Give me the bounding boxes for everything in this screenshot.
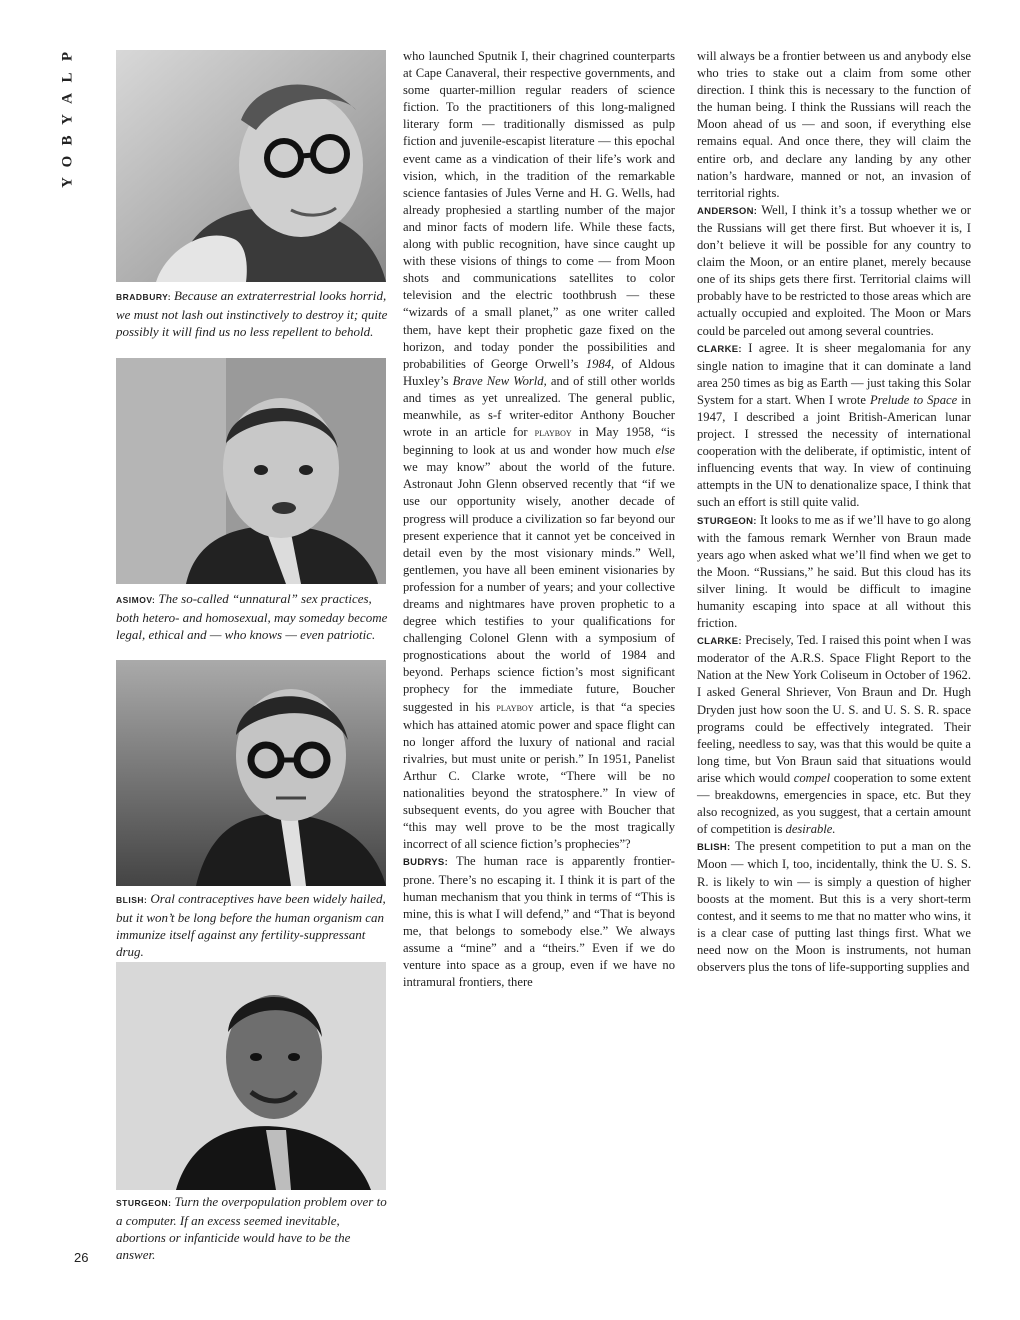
interview-answer-sturgeon: STURGEON: It looks to me as if we’ll have to go along with the famous remark Wernher von Braun made years ago when asked what we’ll find when we get to the Moon. “Russians,” he said. But this cloud has its silver lining. It would be difficult to imagine humanity escaping into space at all without this friction. (697, 512, 971, 631)
portrait-photo-asimov (116, 358, 386, 584)
page-number: 26 (74, 1250, 89, 1265)
photo-caption (116, 590, 392, 643)
interview-answer-clarke-2: CLARKE: Precisely, Ted. I raised this point when I was moderator of the A.R.S. Space Flight Report to the Nation at the New York Coliseum in October of 1962. I asked General Shriever, Von Braun and Dr. Hugh Dryden just how soon the U. S. and U. S. S. R. space programs could be effectively integrated. Their feeling, needless to say, was that this would be quite a long time, but Von Braun said that situations would arise which would compel cooperation to some extent — breakdowns, emergencies in space, etc. But they also recognized, as you suggest, that a certain amount of competition is desirable. (697, 633, 971, 837)
caption-text: The so-called “unnatural” sex practices, both hetero- and homosexual, may someday become legal, ethical and — who knows — even patriotic. (116, 591, 388, 642)
interview-answer-blish: BLISH: The present competition to put a man on the Moon — which I, too, incidentally, think the U. S. S. R. is likely to win — is simply a question of higher boosts at the moment. But this is a very short-term contest, and it seems to me that no matter who wins, it is a clear case of putting last things first. What we need now on the Moon is instruments, not human observers plus the tons of life-supporting supplies and (697, 839, 971, 974)
portrait-photo-bradbury (116, 50, 386, 282)
photo-caption (116, 1193, 392, 1263)
speaker-label: BLISH: (697, 842, 731, 854)
speaker-label: ANDERSON: (697, 205, 758, 217)
portrait-photo-blish (116, 660, 386, 886)
caption-text: Because an extraterrestrial looks horrid, we must not lash out instinctively to destroy it; quite possibly it will find us no less repellent to behold. (116, 288, 388, 339)
portrait-photo-sturgeon (116, 962, 386, 1190)
article-paragraph: who launched Sputnik I, their chagrined counterparts at Cape Canaveral, their respective governments, and some quarter-million regular readers of science fiction. To the practitioners of this long-maligned literary form — traditionally dismissed as pulp fiction and juvenile-escapist literature — this epochal event came as a vindication of their life’s work and vision, which, in the tradition of the remarkable science fantasies of Jules Verne and H. G. Wells, had already prophesied a startling number of the major and minor facts of modern life. While these facts, along with public recognition, have since caught up with these visions of things to come — from Moon shots and communications satellites to color television and the electric toothbrush — these “wizards of a small planet,” as one writer called them, have kept their prophetic gaze fixed on the horizon, and today ponder the possibilities and probabilities of George Orwell’s 1984, of Aldous Huxley’s Brave New World, and of still other worlds and times as yet unrealized. The general public, meanwhile, as s-f writer-editor Anthony Boucher wrote in an article for playboy in May 1958, “is beginning to look at us and wonder how much else we may know” about the world of the future. Astronaut John Glenn observed recently that “if we use our opportunity wisely, another decade of progress will produce a civilization so far beyond our present experience that it cannot yet be conceived in detail even by the most visionary minds.” Well, gentlemen, you have all been eminent visionaries by profession for a number of years; and your collective dreams and nightmares have proven prophetic to a degree which testifies to your qualifications for challenging Colonel Glenn with a symposium of prognostications about the world of 1984 and beyond. Perhaps science fiction’s most significant prophecy for the immediate future, Boucher suggested in his playboy article, is that “a species which has attained atomic power and space flight can no longer afford the luxury of national and racial rivalries, but must unite or perish.” In 1951, Panelist Arthur C. Clarke wrote, “There will be no nationalities beyond the stratosphere.” In view of subsequent events, do you agree with Boucher that “this may well prove to be the most tragically incorrect of all science fiction’s prophecies”? (403, 49, 676, 852)
caption-speaker: BRADBURY: (116, 292, 172, 302)
interview-answer-budrys: BUDRYS: The human race is apparently frontier-prone. There’s no escaping it. I think it is part of the human mechanism that you think in terms of “This is mine, this is what I will defend,” and “That is beyond me, that belongs to somebody else.” We always assume a “mine” and a “theirs.” Even if we do venture into space as a group, even if we have no intramural frontiers, there (403, 854, 675, 990)
article-column-3 (697, 48, 971, 976)
caption-speaker: STURGEON: (116, 1198, 172, 1208)
caption-text: Turn the overpopulation problem over to a computer. If an excess seemed inevitable, abortions or infanticide would have to be the answer. (116, 1194, 387, 1262)
photo-caption (116, 890, 392, 960)
article-column-2 (403, 48, 675, 991)
interview-answer-anderson: ANDERSON: Well, I think it’s a tossup whether we or the Russians will get there first. But whoever it is, I don’t believe it will be possible for any country to claim the Moon, or an entire planet, merely because one of its ships gets there first. Territorial claims will probably have to be restricted to those areas which are actually occupied and exploited. The Moon or Mars could be parceled out among several countries. (697, 202, 971, 338)
caption-speaker: ASIMOV: (116, 595, 156, 605)
caption-text: Oral contraceptives have been widely hailed, but it won’t be long before the human organism can immunize itself against any fertility-suppressant drug. (116, 891, 386, 959)
caption-speaker: BLISH: (116, 895, 148, 905)
photo-caption (116, 287, 392, 340)
speaker-label: STURGEON: (697, 515, 757, 527)
article-paragraph: will always be a frontier between us and anybody else who tries to stake out a claim from some other direction. I think this is necessary to the function of the human being. I think the Russians will reach the Moon ahead of us — and soon, if everything else remains equal. And once there, they will claim the entire orb, and declare any landing by any other nation’s hardware, manned or not, an invasion of territorial rights. (697, 49, 971, 200)
interview-answer-clarke: CLARKE: I agree. It is sheer megalomania for any single nation to imagine that it can dominate a land area 250 times as big as Earth — just taking this Solar System for a start. When I wrote Prelude to Space in 1947, I described a joint British-American lunar project. I stressed the necessity of international cooperation with the deliberate, if optimistic, intent of influencing events that way. In view of continuing attempts in the UN to denationalize space, I think that such an effort is still quite valid. (697, 340, 972, 510)
magazine-masthead: P L A Y B O Y (59, 51, 76, 188)
speaker-label: BUDRYS: (403, 857, 449, 869)
speaker-label: CLARKE: (697, 343, 742, 355)
speaker-label: CLARKE: (697, 636, 742, 648)
